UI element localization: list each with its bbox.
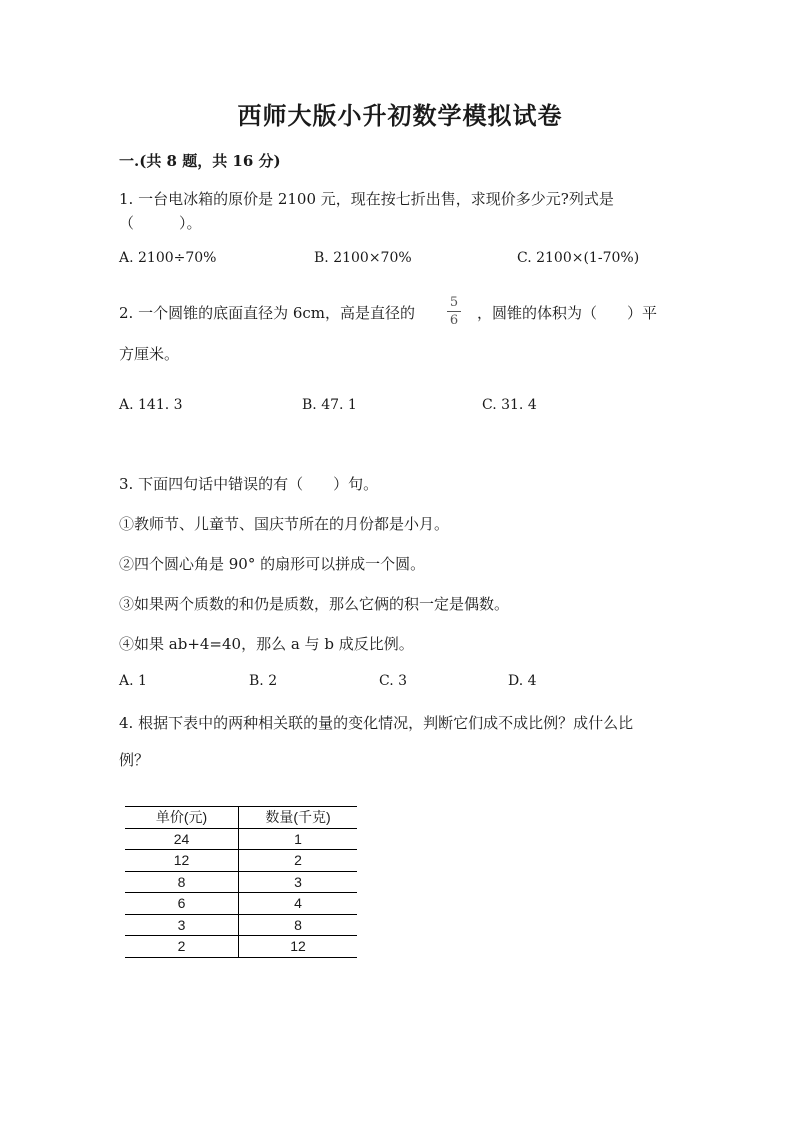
question-3-statement-1: ①教师节、儿童节、国庆节所在的月份都是小月。 — [119, 515, 450, 533]
question-1-option-b: B. 2100×70% — [314, 250, 412, 266]
question-2-text-line2: 方厘米。 — [119, 345, 180, 363]
question-3-option-a: A. 1 — [119, 673, 147, 689]
table-cell-quantity: 3 — [239, 871, 358, 893]
question-4-text: 4. 根据下表中的两种相关联的量的变化情况，判断它们成不成比例？成什么比 — [119, 714, 634, 732]
question-3-option-c: C. 3 — [379, 673, 408, 689]
price-quantity-table — [125, 806, 357, 958]
table-cell-quantity: 12 — [239, 936, 358, 958]
question-2-option-b: B. 47. 1 — [302, 397, 357, 413]
fraction-denominator: 6 — [449, 313, 459, 328]
table-cell-quantity: 8 — [239, 914, 358, 936]
table-row — [125, 850, 357, 872]
question-2-option-c: C. 31. 4 — [482, 397, 537, 413]
question-2-text-cont: ，圆锥的体积为（ ）平 — [477, 304, 658, 322]
fraction-five-sixths — [447, 295, 461, 328]
question-3-statement-2: ②四个圆心角是 90° 的扇形可以拼成一个圆。 — [119, 555, 426, 573]
page-title: 西师大版小升初数学模拟试卷 — [237, 101, 563, 130]
fraction-bar — [447, 311, 461, 312]
table-row — [125, 828, 357, 850]
question-1-blank: （ ）。 — [119, 214, 202, 232]
table-cell-quantity: 4 — [239, 893, 358, 915]
section-heading: 一.(共 8 题，共 16 分) — [119, 152, 281, 170]
table-cell-price: 2 — [125, 936, 239, 958]
table-cell-price: 12 — [125, 850, 239, 872]
question-2-option-a: A. 141. 3 — [119, 397, 183, 413]
question-4-text-line2: 例？ — [119, 751, 150, 769]
table-row — [125, 871, 357, 893]
question-2-text: 2. 一个圆锥的底面直径为 6cm，高是直径的 — [119, 304, 416, 322]
table-header-row — [125, 807, 357, 829]
table-row — [125, 893, 357, 915]
table-header-unit-price: 单价(元) — [125, 807, 239, 829]
question-3-statement-4: ④如果 ab+4=40，那么 a 与 b 成反比例。 — [119, 635, 414, 653]
table-header-quantity: 数量(千克) — [239, 807, 358, 829]
table-cell-quantity: 1 — [239, 828, 358, 850]
question-1-option-c: C. 2100×(1-70%) — [517, 250, 640, 266]
question-1-option-a: A. 2100÷70% — [119, 250, 217, 266]
question-3-option-d: D. 4 — [508, 673, 537, 689]
table-cell-quantity: 2 — [239, 850, 358, 872]
table-cell-price: 8 — [125, 871, 239, 893]
table-cell-price: 24 — [125, 828, 239, 850]
question-3-text: 3. 下面四句话中错误的有（ ）句。 — [119, 475, 379, 493]
table-row — [125, 936, 357, 958]
table-cell-price: 6 — [125, 893, 239, 915]
question-1-text: 1. 一台电冰箱的原价是 2100 元，现在按七折出售，求现价多少元?列式是 — [119, 190, 614, 208]
table-row — [125, 914, 357, 936]
table-cell-price: 3 — [125, 914, 239, 936]
fraction-numerator: 5 — [449, 295, 459, 310]
question-3-option-b: B. 2 — [249, 673, 278, 689]
question-3-statement-3: ③如果两个质数的和仍是质数，那么它俩的积一定是偶数。 — [119, 595, 510, 613]
